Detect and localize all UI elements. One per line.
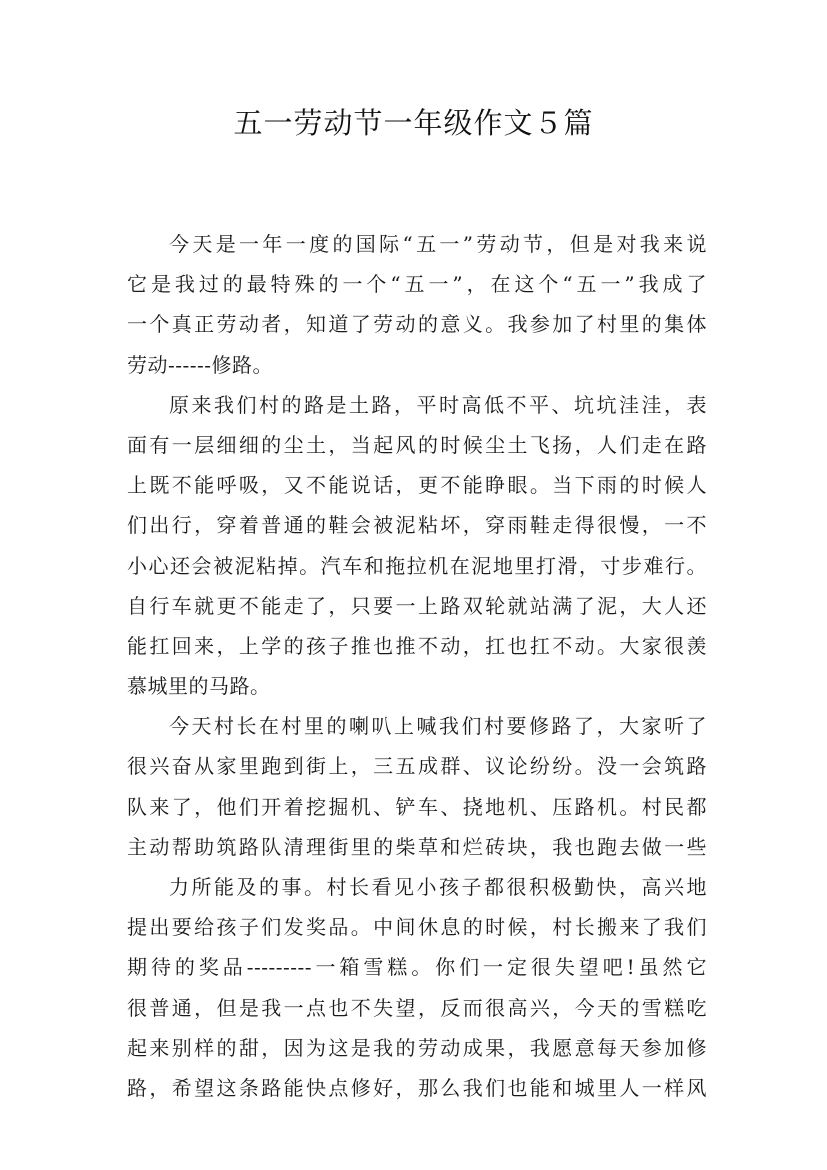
text-line: 劳动------修路。 <box>127 352 274 377</box>
text-line: 很普通，但是我一点也不失望，反而很高兴，今天的雪糕吃 <box>127 995 707 1020</box>
page-title: 五一劳动节一年级作文５篇 <box>233 106 594 140</box>
text-line: 很兴奋从家里跑到街上，三五成群、议论纷纷。没一会筑路 <box>127 754 707 779</box>
essay-body <box>127 224 707 1108</box>
text-line: 慕城里的马路。 <box>127 674 271 699</box>
text-line: 今天村长在村里的喇叭上喊我们村要修路了，大家听了 <box>169 714 707 739</box>
text-line: 起来别样的甜，因为这是我的劳动成果，我愿意每天参加修 <box>127 1035 707 1060</box>
text-line: 原来我们村的路是土路，平时高低不平、坑坑洼洼，表 <box>169 392 707 417</box>
text-line: 期待的奖品---------一箱雪糕。你们一定很失望吧!虽然它 <box>127 955 707 980</box>
text-line: 队来了，他们开着挖掘机、铲车、挠地机、压路机。村民都 <box>127 794 707 819</box>
text-line: 上既不能呼吸，又不能说话，更不能睁眼。当下雨的时候人 <box>127 473 707 498</box>
text-line: 们出行，穿着普通的鞋会被泥粘坏，穿雨鞋走得很慢，一不 <box>127 513 707 538</box>
text-line: 它是我过的最特殊的一个“五一”，在这个“五一”我成了 <box>127 272 707 297</box>
text-line: 今天是一年一度的国际“五一”劳动节，但是对我来说 <box>169 232 707 256</box>
text-line: 能扛回来，上学的孩子推也推不动，扛也扛不动。大家很羡 <box>127 633 707 658</box>
text-line: 一个真正劳动者，知道了劳动的意义。我参加了村里的集体 <box>127 312 707 337</box>
text-line: 力所能及的事。村长看见小孩子都很积极勤快，高兴地 <box>169 875 707 899</box>
text-line: 自行车就更不能走了，只要一上路双轮就站满了泥，大人还 <box>127 593 707 618</box>
text-line: 路，希望这条路能快点修好，那么我们也能和城里人一样风 <box>127 1075 707 1100</box>
text-line: 面有一层细细的尘土，当起风的时候尘土飞扬，人们走在路 <box>127 432 707 457</box>
text-line: 提出要给孩子们发奖品。中间休息的时候，村长搬来了我们 <box>127 915 707 940</box>
text-line: 小心还会被泥粘掉。汽车和拖拉机在泥地里打滑，寸步难行。 <box>127 553 707 578</box>
text-line: 主动帮助筑路队清理街里的柴草和烂砖块，我也跑去做一些 <box>127 834 707 859</box>
